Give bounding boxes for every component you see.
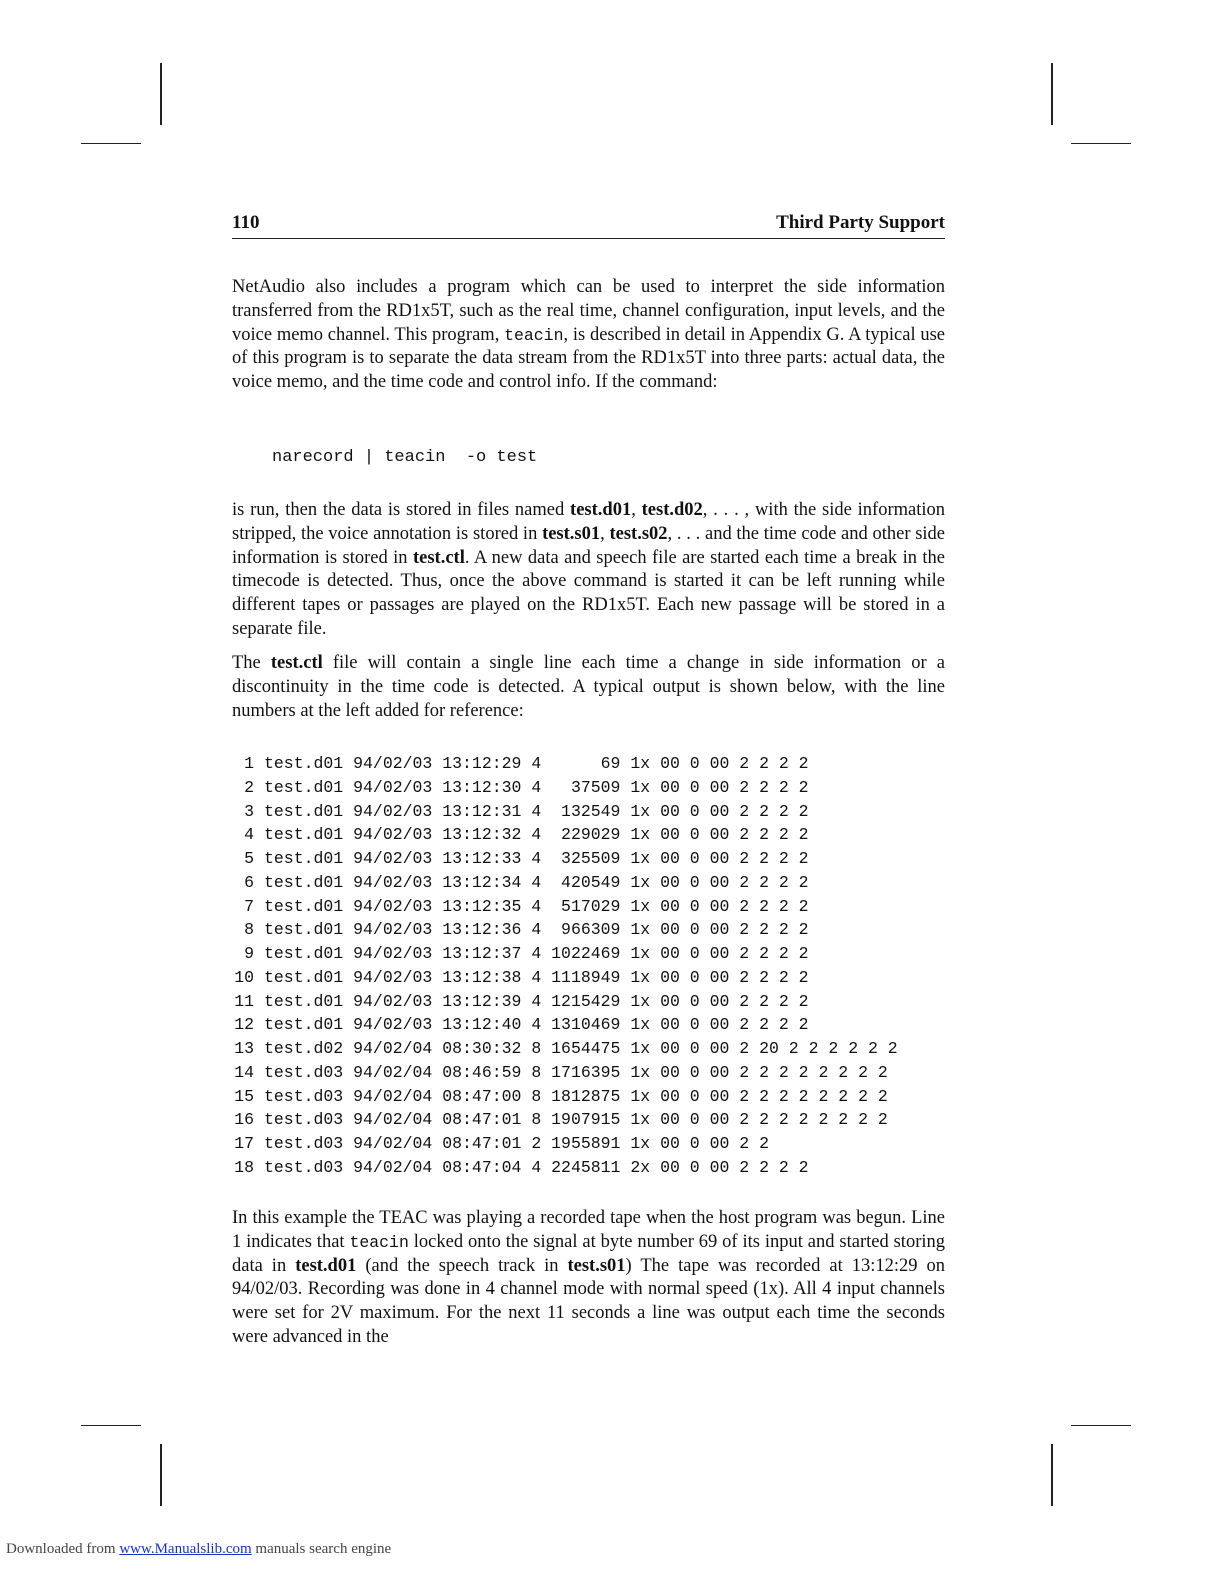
filename: test.s02 [609,523,668,544]
crop-mark-bottom-left-vertical [160,1444,162,1506]
line-number: 8 [244,920,254,940]
filename: test.ctl [412,547,465,568]
filename: test.d02 [641,500,703,520]
line-text: test.d01 94/02/03 13:12:39 4 1215429 1x 00 0 00 2 2 2 2 [264,991,809,1011]
crop-mark-bottom-left-horizontal [81,1425,141,1426]
line-number: 6 [244,872,254,892]
text-span: , [631,500,642,520]
filename: test.d01 [295,1255,357,1276]
line-text: test.d01 94/02/03 13:12:36 4 966309 1x 00 0 00 2 2 2 2 [264,920,809,940]
line-text: test.d03 94/02/04 08:46:59 8 1716395 1x 00 0 00 2 2 2 2 2 2 2 2 [264,1062,888,1082]
text-span: . A new data and speech file are started each time a break in the timecode is detected. Thus, once the above command is started it can be left running while different tapes or passages are played on the RD1x5T. Each new passage will be stored in a separate file. [232,547,945,639]
line-text: test.d01 94/02/03 13:12:35 4 517029 1x 00 0 00 2 2 2 2 [264,896,809,916]
text-span: , is described in detail in Appendix G. A typical use of this program is to separate the data stream from the RD1x5T into three parts: actual data, the voice memo, and the time code and control info. If the command: [232,324,945,393]
filename: test.s01 [542,523,601,544]
line-text: test.d02 94/02/04 08:30:32 8 1654475 1x 00 0 00 2 20 2 2 2 2 2 2 [264,1039,898,1058]
paragraph-run-description [232,499,945,642]
command-line: narecord | teacin -o test [272,448,538,467]
text-span: The [232,653,271,673]
filename: test.ctl [270,653,323,673]
text-span: locked onto the signal at byte number 69 of its input and started storing data in [232,1231,946,1276]
line-number: 4 [244,825,254,845]
line-text: test.d01 94/02/03 13:12:34 4 420549 1x 00 0 00 2 2 2 2 [264,872,809,892]
line-text: test.d01 94/02/03 13:12:29 4 69 1x 00 0 00 2 2 2 2 [264,754,809,773]
text-span: ) The tape was recorded at 13:12:29 on 94/02/03. Recording was done in 4 channel mode with normal speed (1x). All 4 input channels were set for 2V maximum. For the next 11 seconds a line was output each time the seconds were advanced in the [232,1255,946,1347]
line-number: 18 [234,1157,254,1177]
download-footer [6,1541,391,1558]
line-number: 15 [234,1086,254,1106]
footer-suffix: manuals search engine [251,1541,392,1557]
crop-mark-top-right-vertical [1051,63,1053,125]
crop-mark-bottom-right-horizontal [1071,1425,1131,1426]
chapter-title: Third Party Support [776,212,945,233]
line-number: 10 [234,967,254,987]
line-number: 12 [234,1015,254,1035]
line-number: 16 [234,1110,254,1130]
filename: test.s01 [567,1255,626,1276]
line-text: test.d01 94/02/03 13:12:38 4 1118949 1x 00 0 00 2 2 2 2 [264,967,809,987]
line-text: test.d03 94/02/04 08:47:00 8 1812875 1x 00 0 00 2 2 2 2 2 2 2 2 [264,1086,888,1106]
line-text: test.d01 94/02/03 13:12:37 4 1022469 1x 00 0 00 2 2 2 2 [264,944,809,963]
crop-mark-top-left-vertical [160,63,162,125]
text-span: NetAudio also includes a program which can be used to interpret the side information transferred from the RD1x5T, such as the real time, channel configuration, input levels, and the voice memo channel. This program, [232,277,945,345]
text-span: , [600,523,610,544]
code-teacin: teacin [349,1232,409,1252]
line-number: 3 [244,801,254,821]
paragraph-example-explanation [232,1207,945,1350]
page-number: 110 [232,212,260,233]
footer-prefix: Downloaded from [6,1541,120,1557]
line-text: test.d01 94/02/03 13:12:40 4 1310469 1x 00 0 00 2 2 2 2 [264,1015,809,1035]
line-number: 1 [244,754,254,773]
text-span: , . . . , with the side information stripped, the voice annotation is stored in [232,500,945,544]
line-number: 14 [234,1062,254,1082]
crop-mark-top-left-horizontal [81,143,141,144]
text-span: is run, then the data is stored in files named [232,500,571,520]
code-teacin: teacin [504,325,564,345]
line-text: test.d03 94/02/04 08:47:01 2 1955891 1x 00 0 00 2 2 [264,1134,769,1153]
text-span: file will contain a single line each time a change in side information or a discontinuity in the time code is detected. A typical output is shown below, with the line numbers at the left added for reference: [232,653,945,721]
line-number: 11 [234,991,254,1011]
line-number: 7 [244,896,254,916]
line-number: 5 [244,849,254,868]
text-span: , . . . and the time code and other side information is stored in [232,523,946,568]
line-text: test.d03 94/02/04 08:47:01 8 1907915 1x 00 0 00 2 2 2 2 2 2 2 2 [264,1110,888,1130]
filename: test.d01 [570,500,632,520]
crop-mark-top-right-horizontal [1071,143,1131,144]
paragraph-ctl-description [232,652,945,723]
running-head [232,212,945,239]
line-text: test.d03 94/02/04 08:47:04 4 2245811 2x 00 0 00 2 2 2 2 [264,1157,809,1177]
paragraph-intro [232,276,945,395]
line-number: 17 [234,1134,254,1153]
crop-mark-bottom-right-vertical [1051,1444,1053,1506]
line-text: test.d01 94/02/03 13:12:32 4 229029 1x 00 0 00 2 2 2 2 [264,825,809,845]
line-number: 9 [244,944,254,963]
line-text: test.d01 94/02/03 13:12:31 4 132549 1x 00 0 00 2 2 2 2 [264,801,809,821]
line-number: 13 [234,1039,254,1058]
line-text: test.d01 94/02/03 13:12:30 4 37509 1x 00 0 00 2 2 2 2 [264,777,809,797]
line-number: 2 [244,777,254,797]
line-text: test.d01 94/02/03 13:12:33 4 325509 1x 00 0 00 2 2 2 2 [264,849,809,868]
text-span: In this example the TEAC was playing a recorded tape when the host program was begun. Line 1 indicates that [232,1208,945,1252]
text-span: (and the speech track in [356,1255,568,1276]
manualslib-link[interactable]: www.Manualslib.com [119,1541,252,1557]
